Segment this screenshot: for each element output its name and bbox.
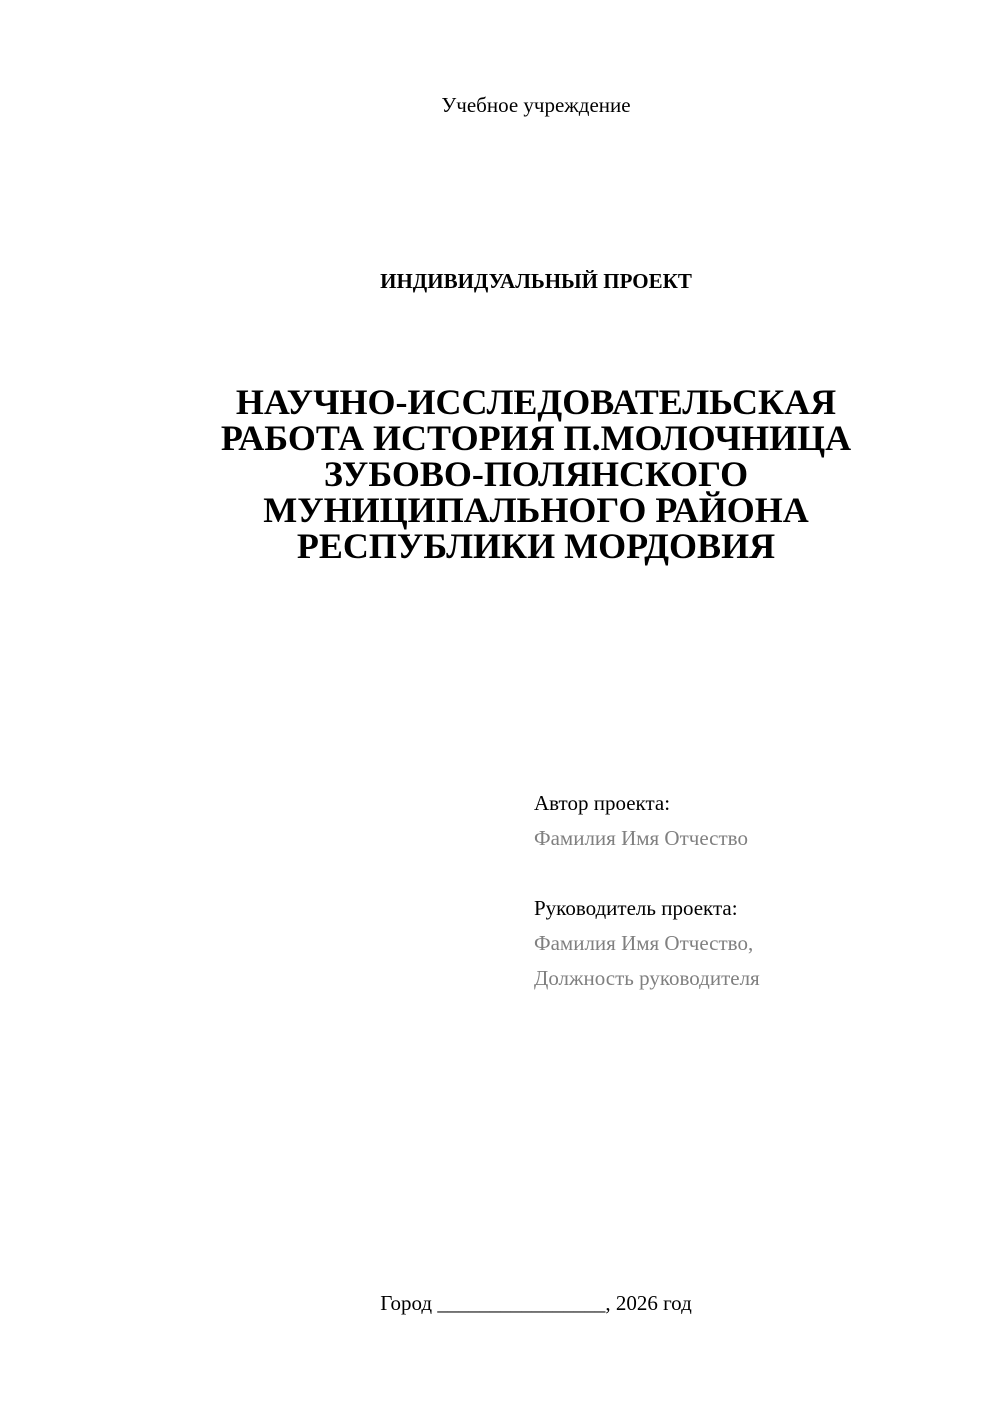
spacer [534, 856, 974, 891]
project-title-line: РЕСПУБЛИКИ МОРДОВИЯ [296, 526, 776, 566]
author-label: Автор проекта: [534, 791, 671, 815]
institution-name: Учебное учреждение [441, 93, 631, 117]
project-people-block [534, 786, 974, 996]
project-title-line: ЗУБОВО-ПОЛЯНСКОГО [323, 454, 749, 494]
supervisor-label: Руководитель проекта: [534, 896, 738, 920]
project-type-heading: ИНДИВИДУАЛЬНЫЙ ПРОЕКТ [380, 269, 692, 293]
city-year-footer: Город ________________, 2026 год [380, 1291, 692, 1315]
supervisor-position: Должность руководителя [534, 966, 760, 990]
supervisor-name: Фамилия Имя Отчество, [534, 931, 754, 955]
project-title [180, 384, 892, 564]
author-name: Фамилия Имя Отчество [534, 826, 748, 850]
project-title-line: НАУЧНО-ИССЛЕДОВАТЕЛЬСКАЯ [235, 382, 837, 422]
project-title-line: МУНИЦИПАЛЬНОГО РАЙОНА [263, 490, 809, 530]
project-title-line: РАБОТА ИСТОРИЯ П.МОЛОЧНИЦА [220, 418, 852, 458]
